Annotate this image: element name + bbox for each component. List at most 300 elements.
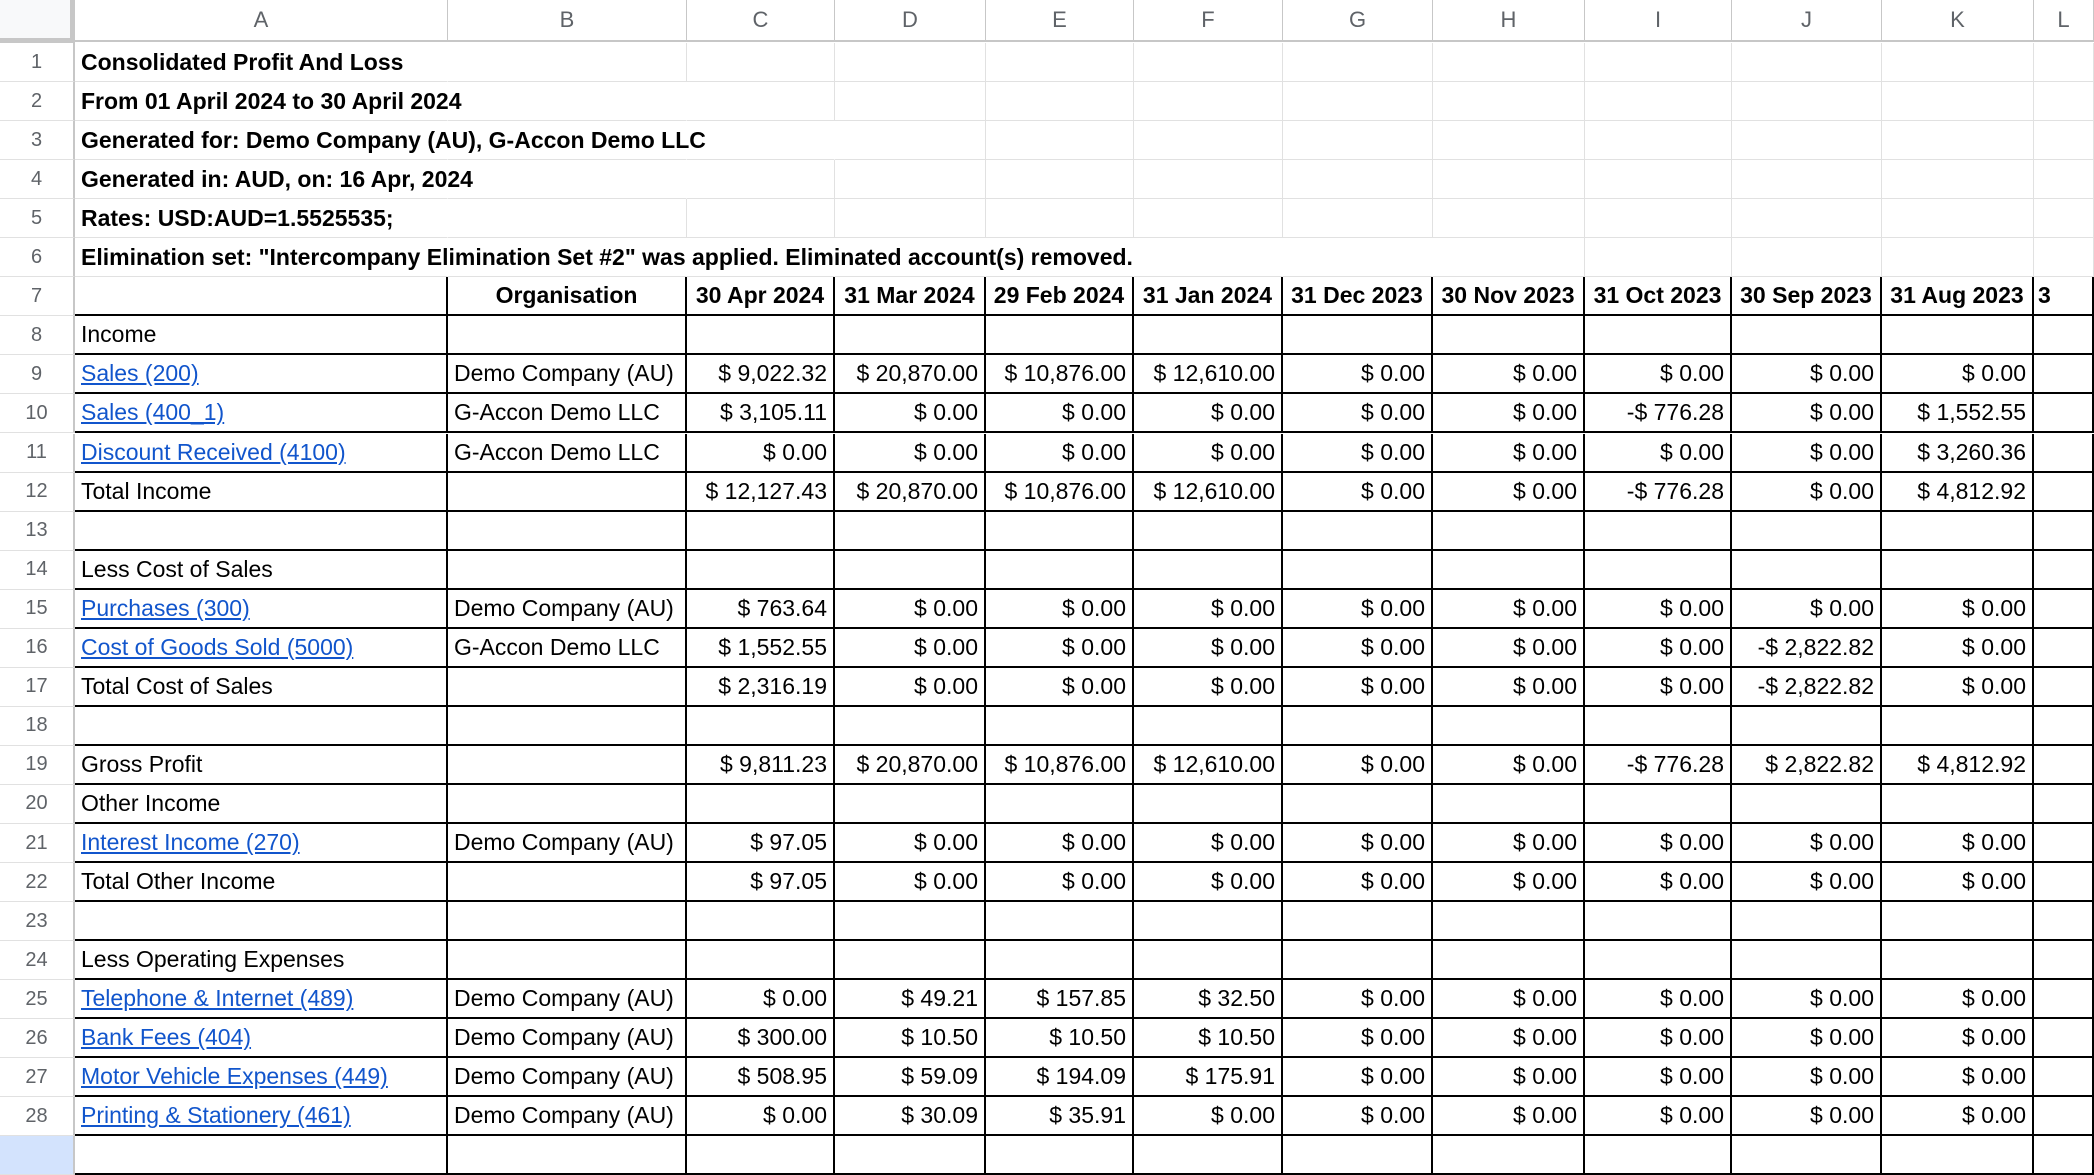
- amount-cell[interactable]: [687, 316, 835, 355]
- empty-cell[interactable]: [1882, 43, 2034, 82]
- empty-cell[interactable]: [2034, 238, 2094, 277]
- label-cell[interactable]: [75, 473, 448, 512]
- table-header-period[interactable]: [1882, 277, 2034, 316]
- amount-cell[interactable]: [1283, 668, 1433, 707]
- organisation-cell[interactable]: [448, 668, 687, 707]
- amount-cell[interactable]: [2034, 980, 2094, 1019]
- amount-cell[interactable]: [1134, 512, 1283, 551]
- amount-cell[interactable]: [687, 512, 835, 551]
- label-cell[interactable]: [75, 785, 448, 824]
- empty-cell[interactable]: [1882, 238, 2034, 277]
- amount-cell[interactable]: [1882, 863, 2034, 902]
- amount-cell[interactable]: [1585, 512, 1732, 551]
- empty-cell[interactable]: [986, 160, 1134, 199]
- amount-cell[interactable]: [1882, 1019, 2034, 1058]
- amount-cell[interactable]: [835, 473, 986, 512]
- empty-cell[interactable]: [1585, 121, 1732, 160]
- empty-cell[interactable]: [835, 160, 986, 199]
- table-header-account[interactable]: [75, 277, 448, 316]
- amount-cell[interactable]: [1585, 551, 1732, 590]
- empty-cell[interactable]: [2034, 1136, 2094, 1175]
- account-link-cell[interactable]: [75, 629, 448, 668]
- amount-cell[interactable]: [1134, 355, 1283, 394]
- amount-cell[interactable]: [835, 434, 986, 473]
- row-header[interactable]: 23: [0, 902, 75, 941]
- amount-cell[interactable]: [1283, 316, 1433, 355]
- amount-cell[interactable]: [1134, 1097, 1283, 1136]
- row-header[interactable]: 22: [0, 863, 75, 902]
- empty-cell[interactable]: [1433, 121, 1585, 160]
- amount-cell[interactable]: [1882, 1097, 2034, 1136]
- row-header[interactable]: 12: [0, 473, 75, 512]
- amount-cell[interactable]: [1134, 824, 1283, 863]
- empty-cell[interactable]: [687, 82, 835, 121]
- row-header[interactable]: 7: [0, 277, 75, 316]
- amount-cell[interactable]: [1882, 980, 2034, 1019]
- amount-cell[interactable]: [1134, 316, 1283, 355]
- organisation-cell[interactable]: [448, 434, 687, 473]
- amount-cell[interactable]: [1732, 863, 1882, 902]
- account-link[interactable]: Purchases (300): [81, 594, 250, 621]
- amount-cell[interactable]: [986, 707, 1134, 746]
- empty-cell[interactable]: [1433, 43, 1585, 82]
- amount-cell[interactable]: [986, 668, 1134, 707]
- amount-cell[interactable]: [687, 1058, 835, 1097]
- amount-cell[interactable]: [1585, 1097, 1732, 1136]
- organisation-cell[interactable]: [448, 785, 687, 824]
- organisation-cell[interactable]: [448, 902, 687, 941]
- empty-cell[interactable]: [1283, 43, 1433, 82]
- organisation-cell[interactable]: [448, 551, 687, 590]
- empty-cell[interactable]: [1134, 238, 1283, 277]
- amount-cell[interactable]: [1283, 785, 1433, 824]
- amount-cell[interactable]: [835, 785, 986, 824]
- amount-cell[interactable]: [1433, 785, 1585, 824]
- empty-cell[interactable]: [448, 82, 687, 121]
- amount-cell[interactable]: [1882, 785, 2034, 824]
- amount-cell[interactable]: [1882, 512, 2034, 551]
- empty-cell[interactable]: [1433, 160, 1585, 199]
- amount-cell[interactable]: [1732, 473, 1882, 512]
- column-header-l[interactable]: L: [2034, 0, 2094, 42]
- amount-cell[interactable]: [986, 551, 1134, 590]
- amount-cell[interactable]: [2034, 629, 2094, 668]
- amount-cell[interactable]: [687, 355, 835, 394]
- amount-cell[interactable]: [1585, 824, 1732, 863]
- amount-cell[interactable]: [687, 863, 835, 902]
- amount-cell[interactable]: [1433, 902, 1585, 941]
- amount-cell[interactable]: [1134, 746, 1283, 785]
- empty-cell[interactable]: [1134, 1136, 1283, 1175]
- amount-cell[interactable]: [1585, 394, 1732, 433]
- amount-cell[interactable]: [1882, 629, 2034, 668]
- column-header-e[interactable]: E: [986, 0, 1134, 42]
- amount-cell[interactable]: [1585, 746, 1732, 785]
- label-cell[interactable]: [75, 551, 448, 590]
- amount-cell[interactable]: [1585, 434, 1732, 473]
- row-header[interactable]: 15: [0, 590, 75, 629]
- amount-cell[interactable]: [1283, 473, 1433, 512]
- amount-cell[interactable]: [1732, 1058, 1882, 1097]
- row-header[interactable]: 8: [0, 316, 75, 355]
- column-header-c[interactable]: C: [687, 0, 835, 42]
- amount-cell[interactable]: [1732, 551, 1882, 590]
- amount-cell[interactable]: [1882, 824, 2034, 863]
- row-header[interactable]: 25: [0, 980, 75, 1019]
- amount-cell[interactable]: [1882, 473, 2034, 512]
- amount-cell[interactable]: [1732, 629, 1882, 668]
- amount-cell[interactable]: [2034, 512, 2094, 551]
- amount-cell[interactable]: [1134, 551, 1283, 590]
- amount-cell[interactable]: [1283, 394, 1433, 433]
- amount-cell[interactable]: [1283, 824, 1433, 863]
- amount-cell[interactable]: [687, 707, 835, 746]
- row-header[interactable]: 17: [0, 668, 75, 707]
- amount-cell[interactable]: [1732, 746, 1882, 785]
- amount-cell[interactable]: [2034, 355, 2094, 394]
- amount-cell[interactable]: [2034, 707, 2094, 746]
- amount-cell[interactable]: [1585, 902, 1732, 941]
- amount-cell[interactable]: [687, 1097, 835, 1136]
- empty-cell[interactable]: [1585, 238, 1732, 277]
- empty-cell[interactable]: [986, 82, 1134, 121]
- label-cell[interactable]: [75, 707, 448, 746]
- empty-cell[interactable]: [687, 43, 835, 82]
- row-header[interactable]: 28: [0, 1097, 75, 1136]
- empty-cell[interactable]: [1134, 43, 1283, 82]
- amount-cell[interactable]: [1433, 590, 1585, 629]
- amount-cell[interactable]: [835, 746, 986, 785]
- empty-cell[interactable]: [1433, 199, 1585, 238]
- empty-cell[interactable]: [1732, 43, 1882, 82]
- empty-cell[interactable]: [835, 82, 986, 121]
- table-header-period[interactable]: [687, 277, 835, 316]
- amount-cell[interactable]: [1283, 1097, 1433, 1136]
- amount-cell[interactable]: [1433, 941, 1585, 980]
- amount-cell[interactable]: [1732, 707, 1882, 746]
- amount-cell[interactable]: [1585, 863, 1732, 902]
- empty-cell[interactable]: [448, 199, 687, 238]
- organisation-cell[interactable]: [448, 473, 687, 512]
- amount-cell[interactable]: [986, 785, 1134, 824]
- empty-cell[interactable]: [1732, 238, 1882, 277]
- amount-cell[interactable]: [1283, 355, 1433, 394]
- empty-cell[interactable]: [1882, 1136, 2034, 1175]
- amount-cell[interactable]: [1283, 1058, 1433, 1097]
- amount-cell[interactable]: [2034, 316, 2094, 355]
- amount-cell[interactable]: [687, 902, 835, 941]
- label-cell[interactable]: [75, 941, 448, 980]
- amount-cell[interactable]: [1134, 1019, 1283, 1058]
- amount-cell[interactable]: [1882, 434, 2034, 473]
- amount-cell[interactable]: [687, 824, 835, 863]
- amount-cell[interactable]: [1433, 1097, 1585, 1136]
- amount-cell[interactable]: [1585, 941, 1732, 980]
- empty-cell[interactable]: [835, 1136, 986, 1175]
- row-header[interactable]: 20: [0, 785, 75, 824]
- organisation-cell[interactable]: [448, 355, 687, 394]
- table-header-period[interactable]: [1585, 277, 1732, 316]
- row-header[interactable]: 16: [0, 629, 75, 668]
- amount-cell[interactable]: [835, 668, 986, 707]
- amount-cell[interactable]: [1433, 316, 1585, 355]
- row-header[interactable]: 19: [0, 746, 75, 785]
- amount-cell[interactable]: [835, 824, 986, 863]
- amount-cell[interactable]: [1433, 434, 1585, 473]
- amount-cell[interactable]: [687, 1019, 835, 1058]
- empty-cell[interactable]: [687, 121, 835, 160]
- amount-cell[interactable]: [986, 1097, 1134, 1136]
- amount-cell[interactable]: [1732, 394, 1882, 433]
- row-header[interactable]: 14: [0, 551, 75, 590]
- amount-cell[interactable]: [986, 394, 1134, 433]
- table-header-period[interactable]: [1283, 277, 1433, 316]
- organisation-cell[interactable]: [448, 824, 687, 863]
- amount-cell[interactable]: [2034, 473, 2094, 512]
- amount-cell[interactable]: [1283, 707, 1433, 746]
- empty-cell[interactable]: [2034, 82, 2094, 121]
- amount-cell[interactable]: [1433, 746, 1585, 785]
- amount-cell[interactable]: [687, 785, 835, 824]
- empty-cell[interactable]: [1283, 238, 1433, 277]
- row-header[interactable]: 26: [0, 1019, 75, 1058]
- amount-cell[interactable]: [687, 746, 835, 785]
- empty-cell[interactable]: [1732, 82, 1882, 121]
- account-link-cell[interactable]: [75, 355, 448, 394]
- table-header-period[interactable]: [1732, 277, 1882, 316]
- empty-cell[interactable]: [986, 43, 1134, 82]
- label-cell[interactable]: [75, 863, 448, 902]
- organisation-cell[interactable]: [448, 1097, 687, 1136]
- amount-cell[interactable]: [986, 434, 1134, 473]
- row-header[interactable]: 21: [0, 824, 75, 863]
- column-header-a[interactable]: A: [75, 0, 448, 42]
- amount-cell[interactable]: [1732, 355, 1882, 394]
- organisation-cell[interactable]: [448, 512, 687, 551]
- organisation-cell[interactable]: [448, 1019, 687, 1058]
- amount-cell[interactable]: [986, 746, 1134, 785]
- amount-cell[interactable]: [2034, 551, 2094, 590]
- amount-cell[interactable]: [687, 629, 835, 668]
- report-rates[interactable]: [75, 199, 448, 238]
- row-header[interactable]: 4: [0, 160, 75, 199]
- account-link[interactable]: Telephone & Internet (489): [81, 985, 354, 1012]
- amount-cell[interactable]: [835, 707, 986, 746]
- amount-cell[interactable]: [1283, 746, 1433, 785]
- empty-cell[interactable]: [986, 1136, 1134, 1175]
- amount-cell[interactable]: [1433, 394, 1585, 433]
- amount-cell[interactable]: [1585, 590, 1732, 629]
- amount-cell[interactable]: [687, 434, 835, 473]
- amount-cell[interactable]: [2034, 434, 2094, 473]
- row-header[interactable]: 18: [0, 707, 75, 746]
- amount-cell[interactable]: [835, 316, 986, 355]
- column-header-d[interactable]: D: [835, 0, 986, 42]
- amount-cell[interactable]: [835, 629, 986, 668]
- account-link[interactable]: Sales (400_1): [81, 399, 225, 426]
- row-header[interactable]: 9: [0, 355, 75, 394]
- column-header-k[interactable]: K: [1882, 0, 2034, 42]
- row-header[interactable]: 1: [0, 43, 75, 82]
- amount-cell[interactable]: [2034, 941, 2094, 980]
- empty-cell[interactable]: [1134, 199, 1283, 238]
- amount-cell[interactable]: [835, 355, 986, 394]
- amount-cell[interactable]: [1882, 590, 2034, 629]
- amount-cell[interactable]: [687, 473, 835, 512]
- amount-cell[interactable]: [1134, 394, 1283, 433]
- amount-cell[interactable]: [835, 941, 986, 980]
- amount-cell[interactable]: [1433, 551, 1585, 590]
- amount-cell[interactable]: [1134, 590, 1283, 629]
- amount-cell[interactable]: [1585, 707, 1732, 746]
- amount-cell[interactable]: [1134, 902, 1283, 941]
- account-link[interactable]: Cost of Goods Sold (5000): [81, 633, 354, 660]
- amount-cell[interactable]: [2034, 824, 2094, 863]
- amount-cell[interactable]: [986, 863, 1134, 902]
- empty-cell[interactable]: [75, 1136, 448, 1175]
- amount-cell[interactable]: [1134, 629, 1283, 668]
- empty-cell[interactable]: [448, 160, 687, 199]
- amount-cell[interactable]: [1585, 668, 1732, 707]
- account-link[interactable]: Discount Received (4100): [81, 438, 346, 465]
- account-link[interactable]: Printing & Stationery (461): [81, 1102, 351, 1129]
- row-header[interactable]: 10: [0, 394, 75, 433]
- amount-cell[interactable]: [1585, 316, 1732, 355]
- organisation-cell[interactable]: [448, 1058, 687, 1097]
- account-link[interactable]: Sales (200): [81, 360, 199, 387]
- table-header-period[interactable]: [1433, 277, 1585, 316]
- empty-cell[interactable]: [2034, 43, 2094, 82]
- empty-cell[interactable]: [1283, 1136, 1433, 1175]
- amount-cell[interactable]: [835, 394, 986, 433]
- amount-cell[interactable]: [2034, 590, 2094, 629]
- amount-cell[interactable]: [1283, 590, 1433, 629]
- account-link-cell[interactable]: [75, 1058, 448, 1097]
- amount-cell[interactable]: [1283, 980, 1433, 1019]
- empty-cell[interactable]: [1732, 199, 1882, 238]
- organisation-cell[interactable]: [448, 746, 687, 785]
- amount-cell[interactable]: [1732, 980, 1882, 1019]
- amount-cell[interactable]: [1283, 629, 1433, 668]
- amount-cell[interactable]: [687, 551, 835, 590]
- column-header-i[interactable]: I: [1585, 0, 1732, 42]
- empty-cell[interactable]: [1585, 1136, 1732, 1175]
- label-cell[interactable]: [75, 668, 448, 707]
- amount-cell[interactable]: [1732, 512, 1882, 551]
- empty-cell[interactable]: [1134, 121, 1283, 160]
- amount-cell[interactable]: [2034, 746, 2094, 785]
- amount-cell[interactable]: [986, 980, 1134, 1019]
- amount-cell[interactable]: [1433, 1058, 1585, 1097]
- empty-cell[interactable]: [1882, 160, 2034, 199]
- amount-cell[interactable]: [1732, 434, 1882, 473]
- amount-cell[interactable]: [687, 980, 835, 1019]
- amount-cell[interactable]: [1283, 902, 1433, 941]
- row-header[interactable]: 3: [0, 121, 75, 160]
- amount-cell[interactable]: [1732, 1019, 1882, 1058]
- amount-cell[interactable]: [1882, 316, 2034, 355]
- empty-cell[interactable]: [687, 199, 835, 238]
- account-link[interactable]: Bank Fees (404): [81, 1024, 252, 1051]
- label-cell[interactable]: [75, 316, 448, 355]
- amount-cell[interactable]: [1882, 902, 2034, 941]
- amount-cell[interactable]: [1134, 707, 1283, 746]
- amount-cell[interactable]: [1433, 355, 1585, 394]
- empty-cell[interactable]: [986, 199, 1134, 238]
- amount-cell[interactable]: [1283, 1019, 1433, 1058]
- amount-cell[interactable]: [1882, 551, 2034, 590]
- report-title[interactable]: [75, 43, 448, 82]
- amount-cell[interactable]: [1433, 473, 1585, 512]
- amount-cell[interactable]: [986, 824, 1134, 863]
- amount-cell[interactable]: [1882, 1058, 2034, 1097]
- empty-cell[interactable]: [1283, 121, 1433, 160]
- amount-cell[interactable]: [1283, 941, 1433, 980]
- amount-cell[interactable]: [986, 902, 1134, 941]
- amount-cell[interactable]: [2034, 1019, 2094, 1058]
- empty-cell[interactable]: [687, 1136, 835, 1175]
- amount-cell[interactable]: [835, 512, 986, 551]
- account-link-cell[interactable]: [75, 1097, 448, 1136]
- organisation-cell[interactable]: [448, 629, 687, 668]
- amount-cell[interactable]: [1134, 434, 1283, 473]
- amount-cell[interactable]: [986, 629, 1134, 668]
- account-link[interactable]: Interest Income (270): [81, 829, 300, 856]
- empty-cell[interactable]: [1433, 82, 1585, 121]
- amount-cell[interactable]: [687, 941, 835, 980]
- organisation-cell[interactable]: [448, 316, 687, 355]
- amount-cell[interactable]: [1882, 941, 2034, 980]
- amount-cell[interactable]: [1732, 941, 1882, 980]
- empty-cell[interactable]: [1882, 121, 2034, 160]
- empty-cell[interactable]: [1732, 160, 1882, 199]
- empty-cell[interactable]: [1283, 160, 1433, 199]
- amount-cell[interactable]: [2034, 863, 2094, 902]
- amount-cell[interactable]: [986, 355, 1134, 394]
- account-link-cell[interactable]: [75, 824, 448, 863]
- empty-cell[interactable]: [1585, 199, 1732, 238]
- account-link-cell[interactable]: [75, 590, 448, 629]
- amount-cell[interactable]: [1283, 551, 1433, 590]
- amount-cell[interactable]: [1732, 824, 1882, 863]
- table-header-period[interactable]: [986, 277, 1134, 316]
- amount-cell[interactable]: [986, 941, 1134, 980]
- row-header[interactable]: [0, 1136, 75, 1175]
- empty-cell[interactable]: [1585, 160, 1732, 199]
- row-header[interactable]: 6: [0, 238, 75, 277]
- column-header-g[interactable]: G: [1283, 0, 1433, 42]
- column-header-h[interactable]: H: [1433, 0, 1585, 42]
- column-header-f[interactable]: F: [1134, 0, 1283, 42]
- organisation-cell[interactable]: [448, 707, 687, 746]
- empty-cell[interactable]: [1433, 1136, 1585, 1175]
- organisation-cell[interactable]: [448, 394, 687, 433]
- amount-cell[interactable]: [1585, 473, 1732, 512]
- organisation-cell[interactable]: [448, 980, 687, 1019]
- empty-cell[interactable]: [835, 199, 986, 238]
- empty-cell[interactable]: [1134, 82, 1283, 121]
- amount-cell[interactable]: [1732, 1097, 1882, 1136]
- amount-cell[interactable]: [687, 668, 835, 707]
- empty-cell[interactable]: [1283, 82, 1433, 121]
- amount-cell[interactable]: [2034, 902, 2094, 941]
- empty-cell[interactable]: [687, 160, 835, 199]
- label-cell[interactable]: [75, 902, 448, 941]
- column-header-b[interactable]: B: [448, 0, 687, 42]
- amount-cell[interactable]: [835, 1097, 986, 1136]
- account-link[interactable]: Motor Vehicle Expenses (449): [81, 1063, 388, 1090]
- report-generated-for[interactable]: [75, 121, 706, 160]
